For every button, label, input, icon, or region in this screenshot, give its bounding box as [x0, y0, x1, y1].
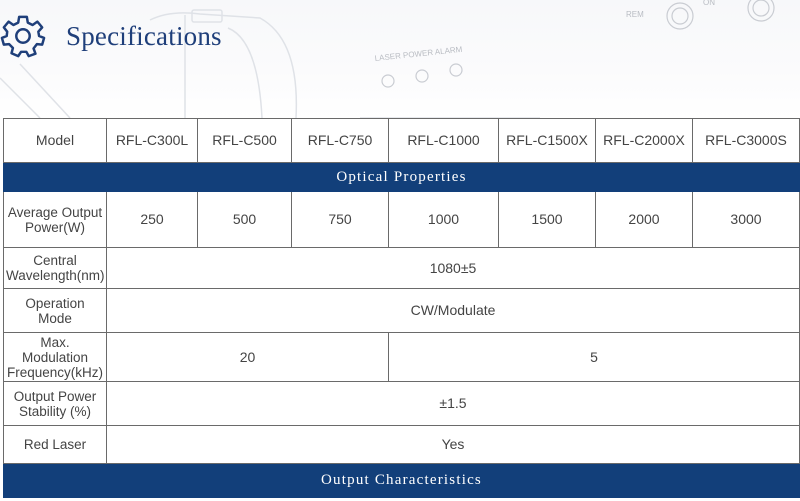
label-line: Central [33, 253, 77, 268]
table-row-max-modulation-frequency [4, 333, 800, 382]
table-row-output-power-stability [4, 382, 800, 426]
modulation-value-high: 5 [389, 333, 800, 382]
hero-banner [0, 0, 800, 118]
power-cell: 2000 [596, 192, 693, 248]
row-label-central-wavelength [4, 248, 107, 289]
table-row-average-output-power [4, 192, 800, 248]
label-line: Output Power [13, 388, 97, 404]
power-cell: 500 [198, 192, 292, 248]
section-row-output [4, 464, 800, 498]
header-rfl-c2000x: RFL-C2000X [596, 119, 693, 163]
table-row-central-wavelength [4, 248, 800, 289]
power-cell: 1500 [499, 192, 596, 248]
table-row-red-laser [4, 426, 800, 464]
row-label-average-output-power [4, 192, 107, 248]
header-rfl-c300l: RFL-C300L [107, 119, 198, 163]
rem-label: REM [626, 10, 644, 19]
header-rfl-c750: RFL-C750 [292, 119, 389, 163]
header-rfl-c500: RFL-C500 [198, 119, 292, 163]
modulation-value-low: 20 [107, 333, 389, 382]
power-cell: 3000 [693, 192, 800, 248]
operation-mode-value: CW/Modulate [107, 289, 800, 333]
header-rfl-c1000: RFL-C1000 [389, 119, 499, 163]
gear-icon [0, 13, 46, 59]
label-line: Power(W) [25, 219, 85, 235]
title-bar [0, 14, 222, 58]
row-label-output-power-stability [4, 382, 107, 426]
label-line: Mode [38, 310, 72, 326]
label-line: Frequency(kHz) [6, 364, 104, 380]
label-line: Wavelength(nm) [6, 268, 105, 283]
specifications-table [3, 118, 800, 498]
section-output-characteristics: Output Characteristics [4, 464, 800, 498]
red-laser-value: Yes [107, 426, 800, 464]
stability-value: ±1.5 [107, 382, 800, 426]
row-label-operation-mode [4, 289, 107, 333]
power-cell: 1000 [389, 192, 499, 248]
section-optical-properties: Optical Properties [4, 163, 800, 192]
header-rfl-c3000s: RFL-C3000S [693, 119, 800, 163]
label-line: Operation [25, 295, 85, 311]
on-label: ON [703, 0, 715, 7]
wavelength-value: 1080±5 [107, 248, 800, 289]
section-row-optical [4, 163, 800, 192]
table-header-row [4, 119, 800, 163]
row-label-red-laser: Red Laser [4, 426, 107, 464]
label-line: Average Output [7, 204, 103, 220]
table-row-operation-mode [4, 289, 800, 333]
page-title: Specifications [66, 20, 222, 51]
panel-label: LASER POWER ALARM [374, 44, 463, 63]
header-model: Model [4, 119, 107, 163]
power-cell: 750 [292, 192, 389, 248]
power-cell: 250 [107, 192, 198, 248]
label-line: Stability (%) [18, 403, 91, 419]
label-line: Max. Modulation [21, 334, 89, 365]
row-label-max-modulation-frequency [4, 333, 107, 382]
header-rfl-c1500x: RFL-C1500X [499, 119, 596, 163]
